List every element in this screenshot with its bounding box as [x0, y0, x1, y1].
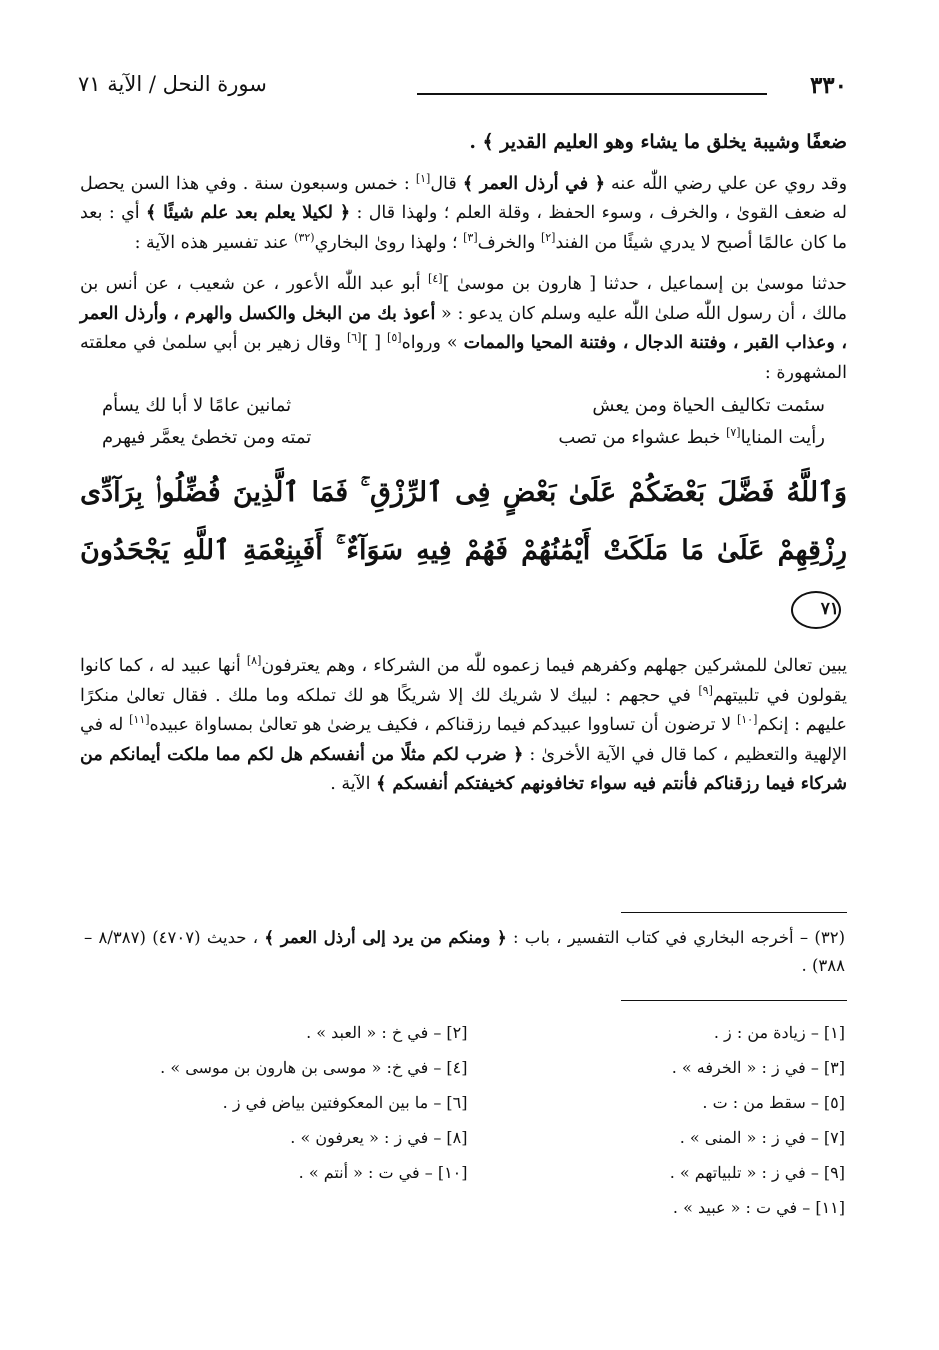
text: أي : بعد ما كان عالمًا أصبح لا يدري شيئًا من الفند [80, 203, 847, 253]
text: رأيت المنايا [740, 427, 825, 448]
commentary-paragraph-1 [80, 170, 847, 259]
poem [80, 390, 847, 454]
text: ؛ ولهذا روىٰ البخاري [314, 232, 464, 253]
variant-row [90, 1088, 845, 1123]
variant-note: [٧] – في ز : « المنى » . [679, 1128, 845, 1147]
ayah-number-medallion: ٧١ [791, 591, 841, 629]
quote: ﴿ ومنكم من يرد إلى أرذل العمر ﴾ [264, 928, 507, 947]
footnote-rule [621, 912, 847, 913]
footnote-ref: [٩] [698, 683, 713, 697]
page-body [80, 128, 847, 812]
page-number: ٣٣٠ [809, 72, 847, 99]
text: وقد روي عن علي رضي اللّٰه عنه [604, 173, 848, 194]
hemistich: سئمت تكاليف الحياة ومن يعش [592, 395, 825, 416]
text: والخرف [477, 232, 541, 253]
variant-row [90, 1123, 845, 1158]
text: (٣٢) – أخرجه البخاري في كتاب التفسير ، باب : [506, 928, 846, 947]
text: وقال زهير بن أبي سلمىٰ في معلقته المشهورة : [80, 333, 847, 383]
text: [ ] [361, 333, 388, 353]
variant-row [90, 1018, 845, 1053]
header-rule [417, 93, 767, 95]
poem-verse-2 [80, 422, 847, 454]
text: : خمس وسبعون سنة . وفي هذا السن يحصل له ضعف القوىٰ ، والخرف ، وسوء الحفظ ، وقلة العلم ؛ ولهذا قال : [80, 173, 847, 223]
footnote-ref: [٧] [726, 426, 741, 439]
hadith-paragraph [80, 270, 847, 388]
quote: ﴿ لكيلا يعلم بعد علم شيئًا ﴾ [145, 203, 351, 223]
variant-note [90, 1193, 468, 1228]
quote: ﴿ في أرذل العمر ﴾ [462, 173, 605, 194]
variant-note: [٨] – في ز : « يعرفون » . [290, 1128, 468, 1147]
variant-note: [٦] – ما بين المعكوفتين بياض في ز . [222, 1093, 468, 1112]
variant-row [90, 1193, 845, 1228]
poem-verse-1 [80, 390, 847, 422]
variant-note: [٢] – في خ : « العبد » . [306, 1023, 468, 1042]
variant-note: [٤] – في خ: « موسى بن هارون بن موسى » . [160, 1058, 468, 1077]
text: أبو عبد اللّٰه الأعور ، عن شعيب ، عن أنس بن مالك ، أن رسول اللّٰه صلىٰ اللّٰه عليه وسلم كان يدعو : « [80, 274, 847, 324]
quran-text: وَٱللَّهُ فَضَّلَ بَعْضَكُمْ عَلَىٰ بَعْضٍ فِى ٱلرِّزْقِ ۚ فَمَا ٱلَّذِينَ فُضِّلُوا۟ بِرَآدِّى رِزْقِهِمْ عَلَىٰ مَا مَلَكَتْ أَيْمَٰنُهُمْ فَهُمْ فِيهِ سَوَآءٌ ۚ أَفَبِنِعْمَةِ ٱللَّهِ يَجْحَدُونَ [80, 477, 847, 566]
variant-note: [١] – زيادة من : ز . [713, 1023, 845, 1042]
text: له في الإلهية والتعظيم ، كما قال في الآية الأخرىٰ : [80, 715, 847, 765]
footnote-ref: [٣] [463, 230, 478, 244]
variant-row [90, 1053, 845, 1088]
quran-verse [80, 464, 847, 638]
text: لا ترضون أن تساووا عبيدكم فيما رزقناكم ، فكيف يرضىٰ هو تعالىٰ بمساواة عبيده [149, 715, 737, 735]
variant-row [90, 1158, 845, 1193]
footnote-ref: [١] [415, 171, 431, 185]
commentary-paragraph-2 [80, 652, 847, 800]
text: يبين تعالىٰ للمشركين جهلهم وكفرهم فيما زعموه للّٰه من الشركاء ، وهم يعترفون [261, 656, 847, 676]
text: حدثنا موسىٰ بن إسماعيل ، حدثنا [ هارون بن موسىٰ ] [442, 274, 847, 294]
text: قال [430, 173, 463, 194]
text: الآية . [330, 774, 377, 794]
footnote-32 [84, 924, 845, 980]
quote: ﴿ ضرب لكم مثلًا من أنفسكم هل لكم مما ملكت أيمانكم من شركاء فيما رزقناكم فأنتم فيه سواء تخافونهم كخيفتكم أنفسكم ﴾ [80, 744, 847, 794]
text: ، حديث (٤٧٠٧) (٨/٣٨٧ – ٣٨٨) . [84, 928, 845, 975]
variant-note: [٩] – في ز : « تلبياتهم » . [669, 1163, 845, 1182]
footnote-ref: [٨] [246, 654, 262, 668]
text: أنها عبيد له ، كما كانوا يقولون في تلبيتهم [80, 656, 847, 706]
text: عند تفسير هذه الآية : [134, 232, 295, 253]
text: » ورواه [401, 333, 464, 353]
variant-note: [١٠] – في ت : « أنتم » . [298, 1163, 468, 1182]
verse-continuation: ضعفًا وشيبة يخلق ما يشاء وهو العليم القدير ﴾ . [469, 131, 847, 153]
footnote-ref: [٦] [346, 331, 362, 345]
page-header [78, 72, 847, 106]
hadith-quote: أعوذ بك من البخل والكسل والهرم ، وأرذل العمر ، وعذاب القبر ، وفتنة الدجال ، وفتنة المحيا والممات [80, 303, 847, 353]
footnote-ref: [١١] [129, 713, 150, 727]
variant-note: [١١] – في ت : « عبيد » . [672, 1198, 845, 1217]
footnote-ref: [٢] [540, 230, 556, 244]
hemistich: تمته ومن تخطئ يعمَّر فيهرم [102, 427, 312, 448]
footnote-ref: [١٠] [736, 713, 758, 727]
hemistich: ثمانين عامًا لا أبا لك يسأم [102, 395, 292, 416]
text: في حجهم : لبيك لا شريك لك إلا شريكًا هو لك تملكه وما ملك . فقال تعالىٰ منكرًا عليهم : إنكم [80, 685, 848, 735]
footnote-ref: [٥] [387, 331, 402, 345]
variant-note: [٣] – في ز : « الخرفه » . [671, 1058, 845, 1077]
variant-note: [٥] – سقط من : ت . [702, 1093, 845, 1112]
footnote-ref: [٤] [428, 272, 443, 286]
running-title: سورة النحل / الآية ٧١ [78, 72, 267, 96]
text: خبط عشواء من تصب [558, 427, 727, 448]
footnote-ref: (٣٢) [294, 230, 315, 244]
variant-readings [90, 1018, 845, 1228]
variants-rule [621, 1000, 847, 1001]
hemistich [558, 422, 825, 454]
